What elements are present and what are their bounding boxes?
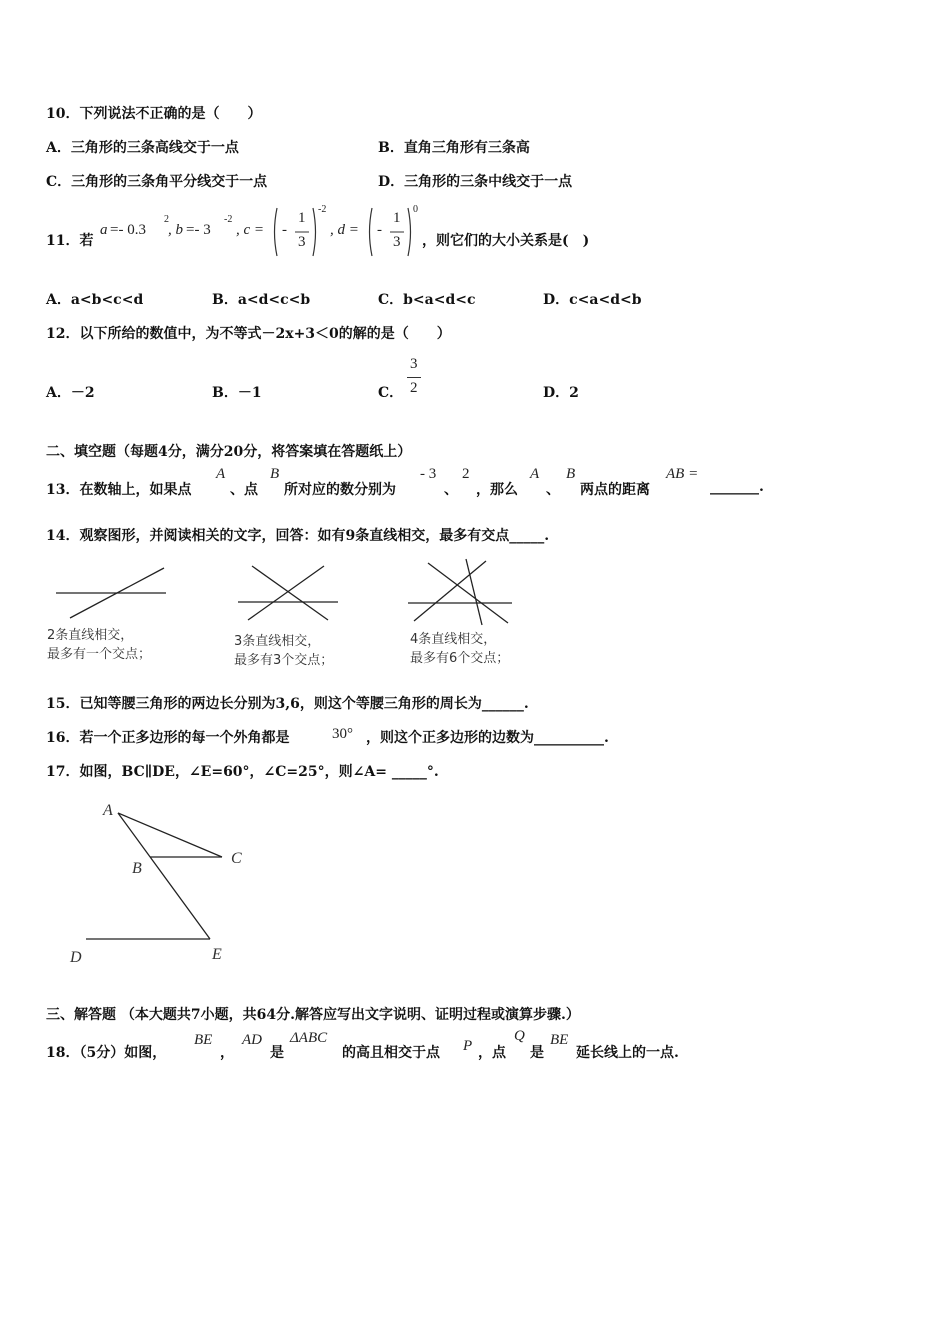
q17-label-d: D bbox=[70, 949, 82, 966]
q14-stem: 14．观察图形，并阅读相关的文字，回答：如有9条直线相交，最多有交点_____. bbox=[46, 528, 550, 544]
q11-var-b: , b bbox=[168, 222, 183, 238]
q14-caption-2-lines bbox=[47, 626, 151, 664]
q14-caption-4-lines bbox=[410, 630, 509, 668]
q11-frac-den-c: 3 bbox=[298, 234, 306, 250]
q13-text-4: 、 bbox=[444, 482, 458, 498]
q13-point-a2: A bbox=[530, 466, 540, 482]
q18-be2: BE bbox=[550, 1032, 569, 1048]
q11-neg-d: - bbox=[377, 222, 382, 238]
q16-text-1: 16．若一个正多边形的每一个外角都是 bbox=[46, 730, 290, 746]
q11-var-a: a bbox=[100, 222, 108, 238]
q12-frac-den: 2 bbox=[410, 380, 418, 396]
q13-text-5: ，那么 bbox=[476, 482, 518, 498]
q14-caption-4-line1: 4条直线相交， bbox=[410, 632, 497, 647]
q14-caption-3-line1: 3条直线相交， bbox=[234, 634, 321, 649]
q12-option-c: C． bbox=[378, 385, 404, 401]
q11-frac-num-c: 1 bbox=[298, 210, 306, 226]
q13-point-b: B bbox=[270, 466, 280, 482]
q18-triangle: ΔABC bbox=[290, 1030, 328, 1046]
q10-option-b: B．直角三角形有三条高 bbox=[378, 140, 530, 156]
q13-text-7: 两点的距离 bbox=[580, 482, 650, 498]
q12-option-a: A．－2 bbox=[46, 385, 95, 401]
q18-ad: AD bbox=[242, 1032, 262, 1048]
q18-text-3: 是 bbox=[270, 1045, 284, 1061]
q10-stem: 10．下列说法不正确的是（ ） bbox=[46, 106, 262, 122]
q11-paren-d bbox=[366, 206, 416, 258]
q11-number: 11．若 bbox=[46, 233, 94, 249]
q11-sup2: -2 bbox=[224, 214, 233, 225]
q18-point-p: P bbox=[463, 1038, 473, 1054]
q11-sup4: 0 bbox=[413, 204, 418, 215]
q11-frac-den-d: 3 bbox=[393, 234, 401, 250]
q16-angle: 30° bbox=[332, 726, 353, 742]
q18-be: BE bbox=[194, 1032, 213, 1048]
q13-point-a: A bbox=[216, 466, 226, 482]
q14-caption-4-line2: 最多有6个交点； bbox=[410, 651, 510, 666]
q16-text-2: ，则这个正多边形的边数为__________. bbox=[366, 730, 609, 746]
q11-eq1: =- 0.3 bbox=[110, 222, 146, 238]
q18-text-6: 是 bbox=[530, 1045, 544, 1061]
q14-caption-2-line1: 2条直线相交， bbox=[47, 628, 134, 643]
q12-option-b: B．－1 bbox=[212, 385, 262, 401]
q17-stem: 17．如图，BC∥DE，∠E=60°，∠C=25°，则∠A= _____°. bbox=[46, 764, 439, 780]
q11-var-c: , c = bbox=[236, 222, 265, 238]
q11-sup1: 2 bbox=[164, 214, 169, 225]
q17-label-c: C bbox=[231, 850, 242, 867]
q14-figure-4-lines bbox=[400, 555, 520, 627]
q18-point-q: Q bbox=[514, 1028, 525, 1044]
q17-label-e: E bbox=[212, 946, 222, 963]
q18-text-2: ， bbox=[220, 1045, 234, 1061]
q11-option-c: C．b<a<d<c bbox=[378, 292, 476, 308]
q14-caption-3-lines bbox=[234, 632, 333, 670]
q13-text-1: 13．在数轴上，如果点 bbox=[46, 482, 192, 498]
q13-point-b2: B bbox=[566, 466, 576, 482]
q18-text-4: 的高且相交于点 bbox=[342, 1045, 440, 1061]
q11-tail: ，则它们的大小关系是( ) bbox=[422, 233, 590, 249]
q13-text-2: 、点 bbox=[230, 482, 258, 498]
q12-stem: 12．以下所给的数值中，为不等式－2x+3＜0的解的是（ ） bbox=[46, 326, 451, 342]
q17-label-a: A bbox=[103, 802, 113, 819]
q11-paren-c bbox=[271, 206, 321, 258]
q14-figure-3-lines bbox=[230, 560, 350, 626]
q11-neg-c: - bbox=[282, 222, 287, 238]
q11-frac-num-d: 1 bbox=[393, 210, 401, 226]
q11-option-d: D．c<a<d<b bbox=[543, 292, 642, 308]
q18-text-7: 延长线上的一点. bbox=[576, 1045, 679, 1061]
q12-option-d: D．2 bbox=[543, 385, 579, 401]
q11-eq2: =- 3 bbox=[186, 222, 211, 238]
q13-text-6: 、 bbox=[546, 482, 560, 498]
section-2-heading: 二、填空题（每题4分，满分20分，将答案填在答题纸上） bbox=[46, 444, 412, 460]
section-3-heading: 三、解答题 （本大题共7小题，共64分.解答应写出文字说明、证明过程或演算步骤.） bbox=[46, 1007, 580, 1023]
q17-label-b: B bbox=[132, 860, 142, 877]
q15-stem: 15．已知等腰三角形的两边长分别为3,6，则这个等腰三角形的周长为______. bbox=[46, 696, 529, 712]
q14-figure-2-lines bbox=[46, 560, 176, 622]
q18-text-5: ，点 bbox=[478, 1045, 506, 1061]
q14-caption-3-line2: 最多有3个交点； bbox=[234, 653, 334, 668]
q11-option-a: A．a<b<c<d bbox=[46, 292, 144, 308]
q18-text-1: 18．（5分）如图， bbox=[46, 1045, 167, 1061]
q12-frac-bar bbox=[407, 377, 421, 378]
q12-frac-num: 3 bbox=[410, 356, 418, 372]
q14-caption-2-line2: 最多有一个交点； bbox=[47, 647, 152, 662]
q11-option-b: B．a<d<c<b bbox=[212, 292, 311, 308]
q13-blank: _______. bbox=[710, 479, 764, 495]
q13-text-3: 所对应的数分别为 bbox=[284, 482, 396, 498]
q10-option-c: C．三角形的三条角平分线交于一点 bbox=[46, 174, 268, 190]
q11-var-d: , d = bbox=[330, 222, 359, 238]
q10-option-d: D．三角形的三条中线交于一点 bbox=[378, 174, 573, 190]
q11-sup3: -2 bbox=[318, 204, 327, 215]
q10-option-a: A．三角形的三条高线交于一点 bbox=[46, 140, 239, 156]
q13-value-1: - 3 bbox=[420, 466, 437, 482]
q13-ab: AB = bbox=[666, 466, 699, 482]
q17-figure bbox=[60, 795, 260, 970]
q13-value-2: 2 bbox=[462, 466, 470, 482]
